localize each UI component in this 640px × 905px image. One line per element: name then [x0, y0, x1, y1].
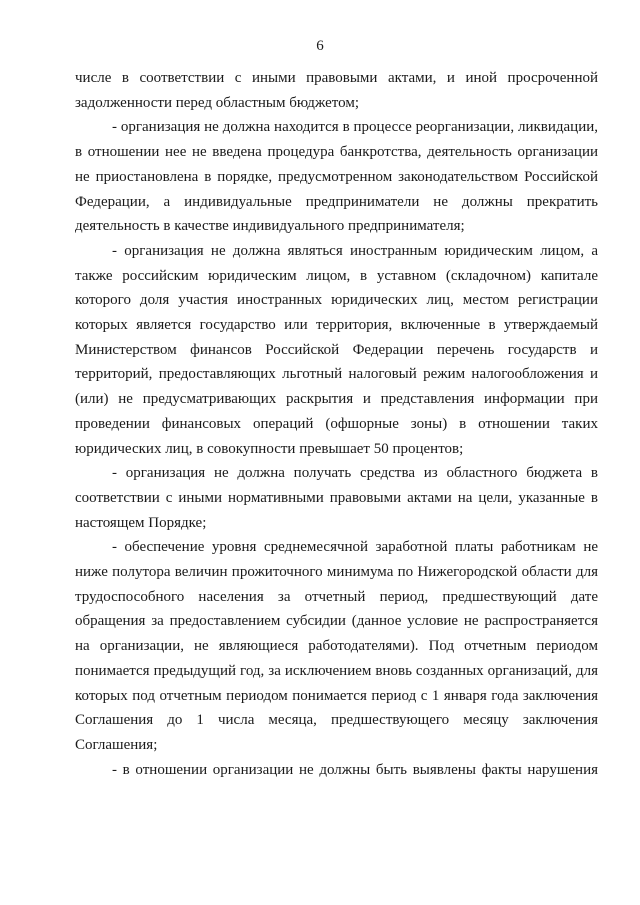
- paragraph-reorganization-condition: - организация не должна находится в процессе реорганизации, ликвидации, в отношении нее не введена процедура банкротства, деятельность организации не приостановлена в порядке, предусмотренном законодательством Российской Федерации, а индивидуальные предприниматели не должны прекратить деятельность в качестве индивидуального предпринимателя;: [75, 119, 598, 235]
- page-number: 6: [316, 38, 324, 54]
- paragraph-violations-condition: - в отношении организации не должны быть выявлены факты нарушения: [112, 761, 598, 778]
- paragraph-foreign-entity-condition: - организация не должна являться иностранным юридическим лицом, а также российским юридическим лицом, в уставном (складочном) капитале которого доля участия иностранных юридических лиц, местом регистрации которых является государство или территория, включенные в утверждаемый Министерством финансов Российской Федерации перечень государств и территорий, предоставляющих льготный налоговый режим налогообложения и (или) не предусматривающих раскрытия и представления информации при проведении финансовых операций (офшорные зоны) в отношении таких юридических лиц, в совокупности превышает 50 процентов;: [75, 242, 598, 457]
- paragraph-salary-condition: - обеспечение уровня среднемесячной заработной платы работникам не ниже полутора величин прожиточного минимума по Нижегородской области для трудоспособного населения за отчетный период, предшествующий дате обращения за предоставлением субсидии (данное условие не распространяется на организации, не являющиеся работодателями). Под отчетным периодом понимается предыдущий год, за исключением вновь созданных организаций, для которых под отчетным периодом понимается период с 1 января года заключения Соглашения до 1 числа месяца, предшествующего месяцу заключения Соглашения;: [75, 539, 598, 753]
- document-body: [75, 66, 598, 782]
- paragraph-continuation: числе в соответствии с иными правовыми актами, и иной просроченной задолженности перед областным бюджетом;: [75, 70, 598, 111]
- paragraph-regional-budget-condition: - организация не должна получать средства из областного бюджета в соответствии с иными нормативными правовыми актами на цели, указанные в настоящем Порядке;: [75, 465, 598, 531]
